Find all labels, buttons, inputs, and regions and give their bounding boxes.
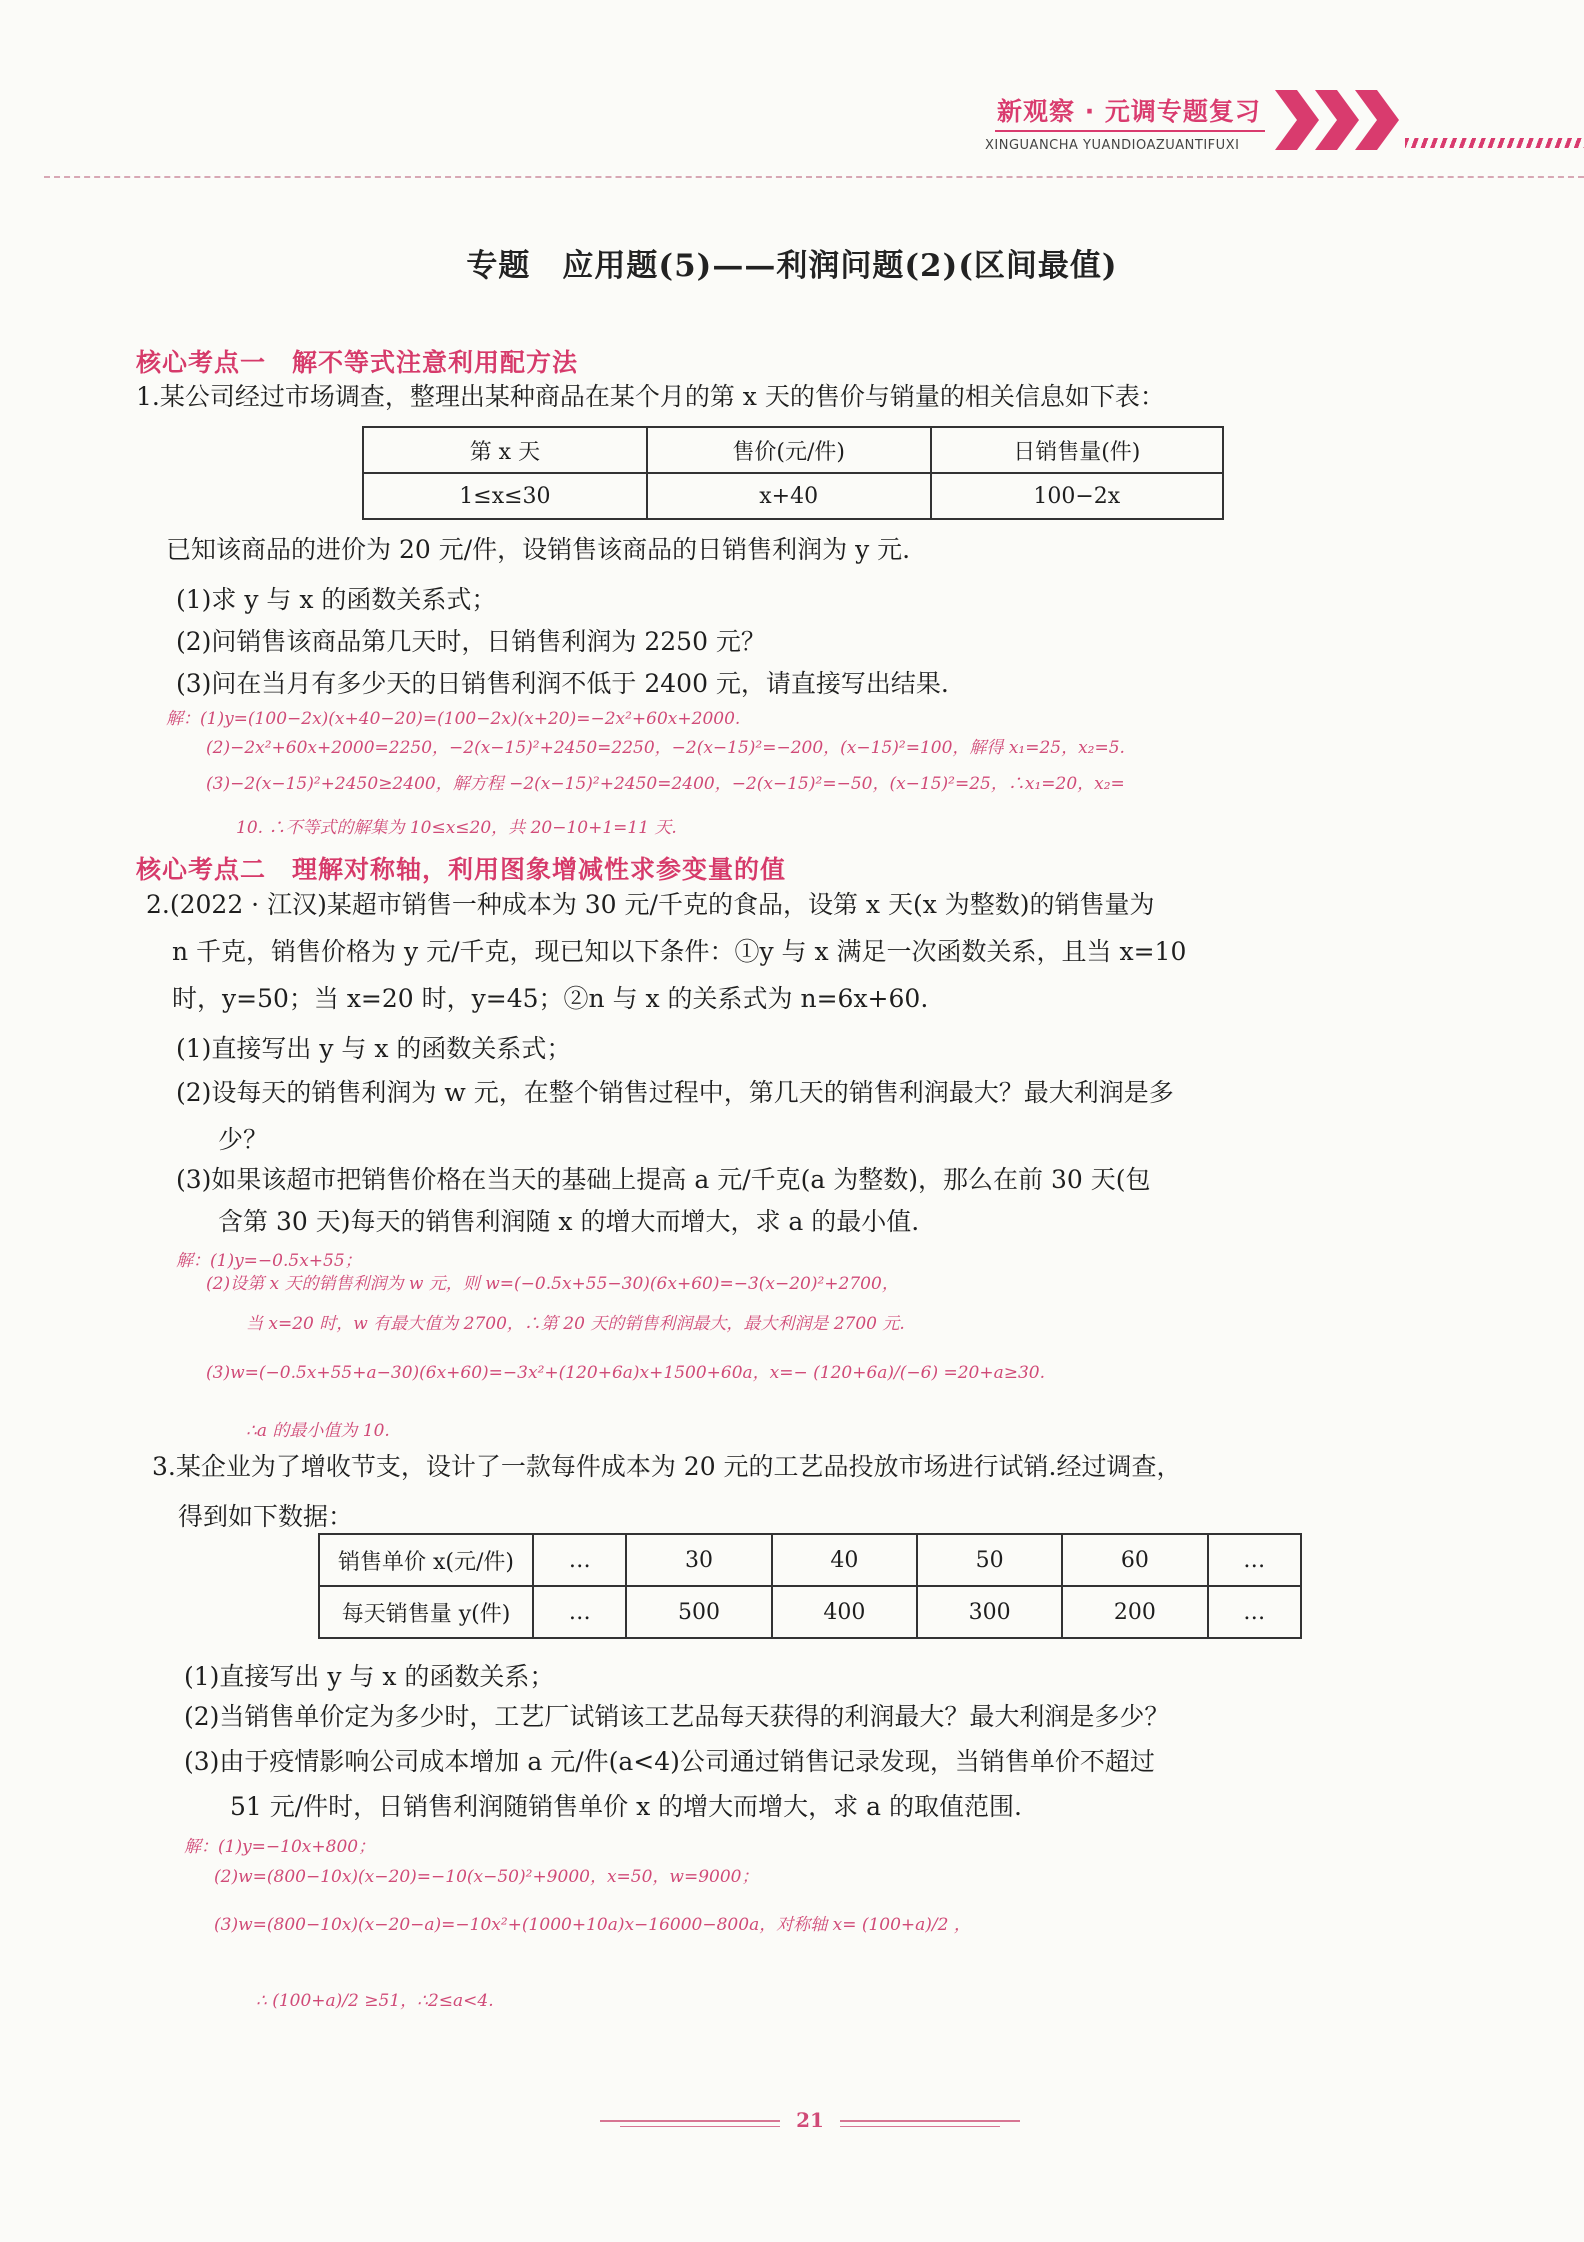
q3-solution-1: 解：(1)y=−10x+800； [184,1837,376,1857]
q1-solution-2: (2)−2x²+60x+2000=2250，−2(x−15)²+2450=2250，−2(x−15)²=−200，(x−15)²=100，解得 x₁=25，x₂=5. [206,738,1125,758]
table-cell: 40 [772,1534,917,1586]
table-header-cell: 售价(元/件) [647,427,931,473]
q3-part-1: (1)直接写出 y 与 x 的函数关系； [184,1662,555,1691]
table-cell: … [533,1586,626,1638]
q2-line-2: n 千克，销售价格为 y 元/千克，现已知以下条件：①y 与 x 满足一次函数关系，且当 x=10 [172,937,1187,966]
brand-title: 新观察 · 元调专题复习 [997,97,1261,126]
table-row [319,1534,1301,1586]
table-header-cell: 第 x 天 [363,427,647,473]
table-cell: 销售单价 x(元/件) [319,1534,533,1586]
chevron-decoration-icon [1275,90,1405,150]
table-cell: … [1208,1586,1301,1638]
q2-part-2-cont: 少？ [218,1125,269,1154]
q2-part-3: (3)如果该超市把销售价格在当天的基础上提高 a 元/千克(a 为整数)，那么在前 30 天(包 [176,1165,1151,1194]
q1-table [362,426,1224,520]
q3-line-2: 得到如下数据： [178,1502,354,1531]
q2-solution-3: 当 x=20 时，w 有最大值为 2700，∴第 20 天的销售利润最大，最大利润是 2700 元. [246,1314,905,1334]
q2-line-3: 时，y=50；当 x=20 时，y=45；②n 与 x 的关系式为 n=6x+60. [172,984,929,1013]
q3-solution-3: (3)w=(800−10x)(x−20−a)=−10x²+(1000+10a)x−16000−800a，对称轴 x= (100+a)/2 ， [214,1915,971,1935]
q3-part-3-cont: 51 元/件时，日销售利润随销售单价 x 的增大而增大，求 a 的取值范围. [230,1792,1022,1821]
table-row [363,473,1223,519]
q3-line-1: 3.某企业为了增收节支，设计了一款每件成本为 20 元的工艺品投放市场进行试销.经过调查， [152,1452,1182,1481]
table-row [319,1586,1301,1638]
table-cell: 60 [1062,1534,1207,1586]
q2-part-1: (1)直接写出 y 与 x 的函数关系式； [176,1034,572,1063]
table-cell: … [1208,1534,1301,1586]
q1-solution-1: 解：(1)y=(100−2x)(x+40−20)=(100−2x)(x+20)=−2x²+60x+2000. [166,709,741,729]
section-heading-1: 核心考点一 解不等式注意利用配方法 [136,348,579,377]
series-brand [965,86,1584,166]
table-cell: 50 [917,1534,1062,1586]
q3-solution-2: (2)w=(800−10x)(x−20)=−10(x−50)²+9000，x=50，w=9000； [214,1867,759,1887]
page-footer [600,2108,1020,2138]
table-header-cell: 日销售量(件) [931,427,1223,473]
q2-line-1: 2.(2022 · 江汉)某超市销售一种成本为 30 元/千克的食品，设第 x 天(x 为整数)的销售量为 [146,890,1155,919]
page-title: 专题 应用题(5)——利润问题(2)(区间最值) [466,248,1118,284]
table-cell: x+40 [647,473,931,519]
stripe-decoration [1405,138,1584,148]
section-heading-2: 核心考点二 理解对称轴，利用图象增减性求参变量的值 [136,855,787,884]
table-cell: 200 [1062,1586,1207,1638]
q3-part-3: (3)由于疫情影响公司成本增加 a 元/件(a<4)公司通过销售记录发现，当销售单价不超过 [184,1747,1155,1776]
table-cell: 1≤x≤30 [363,473,647,519]
q1-given: 已知该商品的进价为 20 元/件，设销售该商品的日销售利润为 y 元. [166,535,911,564]
q2-solution-2: (2)设第 x 天的销售利润为 w 元，则 w=(−0.5x+55−30)(6x+60)=−3(x−20)²+2700， [206,1274,899,1294]
q3-solution-4: ∴ (100+a)/2 ≥51，∴2≤a<4. [256,1991,494,2011]
q2-part-2: (2)设每天的销售利润为 w 元，在整个销售过程中，第几天的销售利润最大？最大利润是多 [176,1078,1174,1107]
page-number: 21 [780,2108,840,2132]
q2-solution-4: (3)w=(−0.5x+55+a−30)(6x+60)=−3x²+(120+6a)x+1500+60a，x=− (120+6a)/(−6) =20+a≥30. [206,1363,1046,1383]
q2-solution-1: 解：(1)y=−0.5x+55； [176,1251,362,1271]
q2-part-3-cont: 含第 30 天)每天的销售利润随 x 的增大而增大，求 a 的最小值. [218,1207,920,1236]
header-divider [44,176,1584,178]
table-cell: 每天销售量 y(件) [319,1586,533,1638]
table-cell: 400 [772,1586,917,1638]
q3-table [318,1533,1302,1639]
q1-solution-4: 10. ∴不等式的解集为 10≤x≤20，共 20−10+1=11 天. [236,818,677,838]
q1-part-3: (3)问在当月有多少天的日销售利润不低于 2400 元，请直接写出结果. [176,669,949,698]
q1-part-2: (2)问销售该商品第几天时，日销售利润为 2250 元？ [176,627,766,656]
brand-pinyin: XINGUANCHA YUANDIOAZUANTIFUXI [985,138,1240,153]
table-cell: 100−2x [931,473,1223,519]
table-cell: 30 [626,1534,771,1586]
q1-part-1: (1)求 y 与 x 的函数关系式； [176,585,497,614]
q1-stem: 1.某公司经过市场调查，整理出某种商品在某个月的第 x 天的售价与销量的相关信息如下表： [136,382,1165,411]
table-cell: 300 [917,1586,1062,1638]
q1-solution-3: (3)−2(x−15)²+2450≥2400，解方程 −2(x−15)²+2450=2400，−2(x−15)²=−50，(x−15)²=25，∴x₁=20，x₂= [206,774,1125,794]
brand-underline [995,130,1265,132]
table-row [363,427,1223,473]
q3-part-2: (2)当销售单价定为多少时，工艺厂试销该工艺品每天获得的利润最大？最大利润是多少？ [184,1702,1170,1731]
q2-solution-5: ∴a 的最小值为 10. [246,1421,390,1441]
table-cell: 500 [626,1586,771,1638]
table-cell: … [533,1534,626,1586]
